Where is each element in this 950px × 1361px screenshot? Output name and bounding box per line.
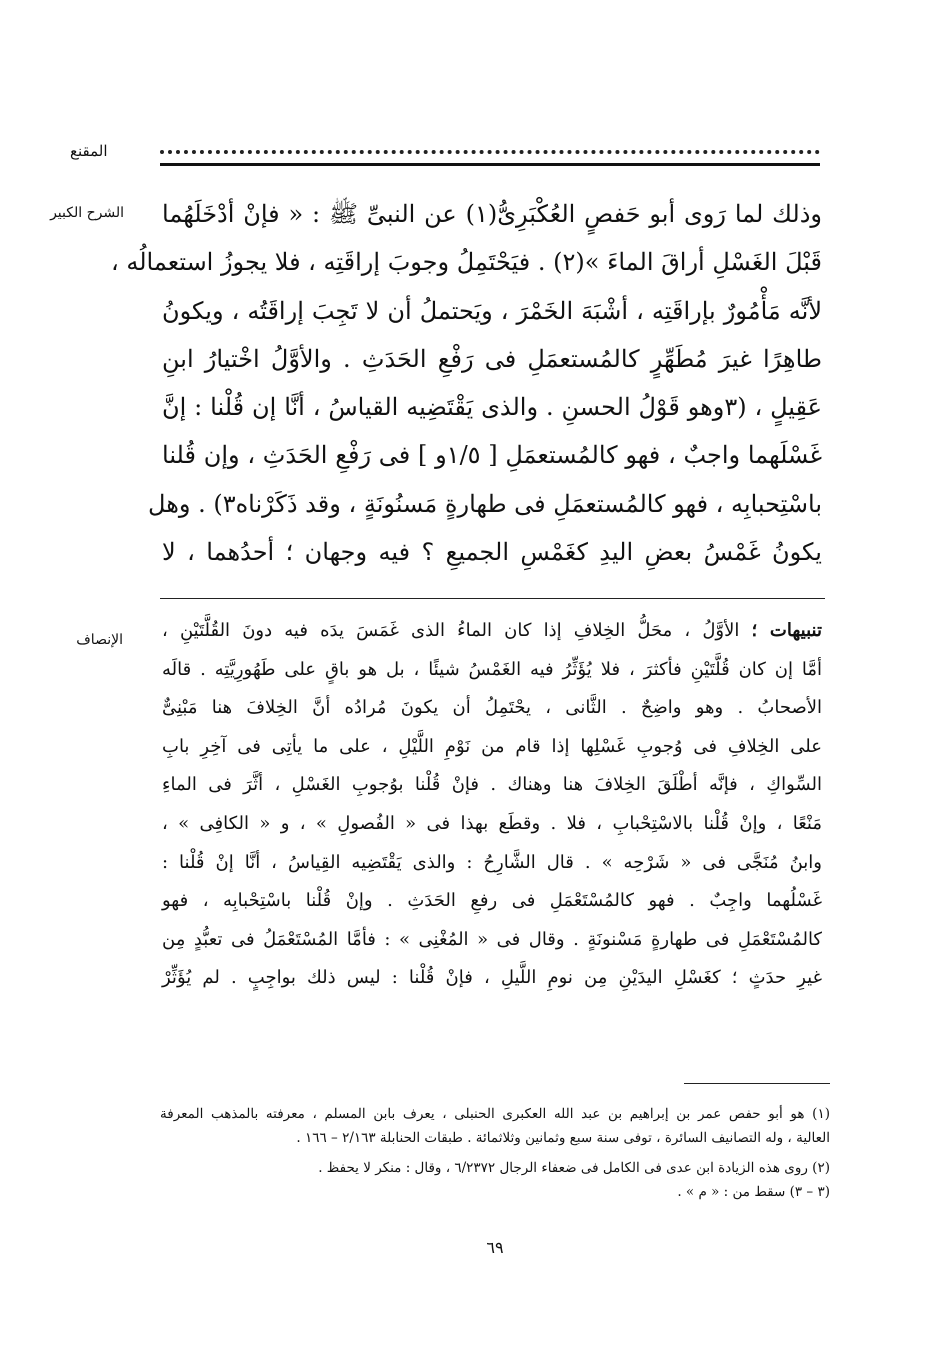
insaf-line: وابنُ مُنَجَّى فى « شَرْحِه » . قال الشَّارِحُ : والذى يَقْتَضِيه القِياسُ ، أنَّا إنْ قُلْنا : (162, 851, 822, 873)
footnote-line: (٢) روى هذه الزيادة ابن عدى فى الكامل فى ضعفاء الرجال ٦/٢٣٧٢ ، وقال : منكر لا يحفظ . (318, 1160, 830, 1176)
sharh-line: عَقِيلٍ ، (٣وهو قَوْلُ الحسنِ . والذى يَقْتَضِيه القياسُ ، أنَّا إن قُلْنا : إنَّ (162, 393, 822, 422)
sharh-line: لأنَّه مَأْمُورٌ بإراقَتِه ، أشْبَهَ الخَمْرَ ، ويَحتملُ أن لا تَجِبَ إراقَتُه ، ويكونُ (162, 296, 822, 325)
insaf-line-text: الأوَّلُ ، محَلُّ الخِلافِ إذا كان الماءُ الذى غَمَسَ يدَه فيه دونَ القُلَّتَيْنِ ، (162, 620, 740, 641)
insaf-line: مَنْعًا ، وإنْ قُلْنا بالاسْتِحْبابِ ، فلا . وقطَع بهذا فى « الفُصولِ » ، و « الكافِى » ، (162, 812, 822, 834)
sharh-line: غَسْلَهما واجبٌ ، فهو كالمُستعمَلِ [ ١/٥و ] فى رَفْعِ الحَدَثِ ، وإن قُلنا (162, 441, 823, 470)
sharh-line: باسْتِحبابِه ، فهو كالمُستعمَلِ فى طهارةٍ مَسنُونَةٍ ، وقد ذَكَرْناه٣) . وهل (148, 489, 822, 518)
footnote-line: (٣ – ٣) سقط من : « م » . (677, 1184, 830, 1200)
sharh-line: قَبْلَ الغَسْلِ أراقَ الماءَ »(٢) . فيَحْتَمِلُ وجوبَ إراقَتِه ، فلا يجوزُ استعمالُه ، (111, 248, 822, 277)
insaf-line: على الخِلافِ فى وُجوبِ غَسْلِها إذا قام من نَوْمِ اللَّيْلِ ، على ما يأتِى فى آخِرِ بابِ (162, 735, 822, 757)
insaf-text-block (162, 612, 822, 998)
sharh-line: يكونُ غَمْسُ بعضِ اليدِ كغَمْسِ الجميعِ ؟ فيه وجهان ؛ أحدُهما ، لا (162, 538, 822, 567)
footnote-separator (684, 1083, 830, 1084)
footnotes (160, 1102, 830, 1204)
insaf-line: غيرِ حدَثٍ ؛ كغَسْلِ اليدَيْنِ مِن نومِ اللَّيلِ ، فإنْ قُلْنا : ليس ذلك بواجِبٍ . لم يُؤَثِّرْ (162, 967, 822, 989)
sharh-line: طاهِرًا غيرَ مُطَهِّرٍ كالمُستعمَلِ فى رَفْعِ الحَدَثِ . والأوَّلُ اخْتيارُ ابنِ (162, 344, 822, 373)
insaf-line: كالمُسْتَعْمَلِ فى طهارةٍ مَسْنونَةٍ . وقال فى « المُغْنِى » : فأمَّا المُسْتَعْمَلُ فى تعبُّدٍ مِن (162, 928, 822, 950)
insaf-line: الأصحابُ . وهو واضِحٌ . الثَّانى ، يحْتَمِلُ أن يكونَ مُرادُه أنَّ الخِلافَ هنا مَبْنِىٌّ (162, 697, 822, 719)
header-dotted-rule (160, 150, 820, 154)
insaf-lead-heading: تنبيهات ؛ (751, 620, 822, 641)
footnote-line: العالية ، وله التصانيف السائرة ، توفى سنة سبع وثمانين وثلاثمائة . طبقات الحنابلة ٢/١٦٣ – ١٦٦ . (296, 1130, 830, 1146)
footnote-line: (١) هو أبو حفص عمر بن إبراهيم بن عبد الله العكبرى الحنبلى ، يعرف بابن المسلم ، معرفته بالمذهب المعرفة (160, 1106, 830, 1122)
insaf-line: أمَّا إن كان قُلَّتَيْنِ فأكثرَ ، فلا يُؤَثِّرُ فيه الغَمْسُ شيئًا ، بل هو باقٍ على طَهُورِيَّتِه . قالَه (162, 658, 822, 680)
section-divider-rule (160, 598, 825, 599)
header-rule (160, 163, 820, 166)
sharh-line: وذلك لما رَوى أبو حَفصٍ العُكْبَرِىُّ(١) عن النبىِّ ﷺ : « فإنْ أدْخَلَهُما (162, 200, 822, 228)
page-number: ٦٩ (486, 1238, 504, 1257)
running-title: المقنع (70, 142, 108, 160)
insaf-line: غَسْلُهما واجِبٌ . فهو كالمُسْتَعْمَلِ فى رفعِ الحَدَثِ . وإنْ قُلْنا باسْتِحْبابِه ، فهو (162, 890, 822, 912)
insaf-line: السِّواكِ ، فإنَّه أطْلَقَ الخِلافَ هنا وهناك . فإنْ قُلْنا بوُجوبِ الغَسْلِ ، أثَّرَ فى الماءِ (162, 774, 822, 796)
sharh-margin-label: الشرح الكبير (50, 205, 124, 221)
insaf-line (162, 612, 822, 651)
insaf-margin-label: الإنصاف (76, 632, 123, 648)
sharh-text-block (111, 190, 823, 576)
